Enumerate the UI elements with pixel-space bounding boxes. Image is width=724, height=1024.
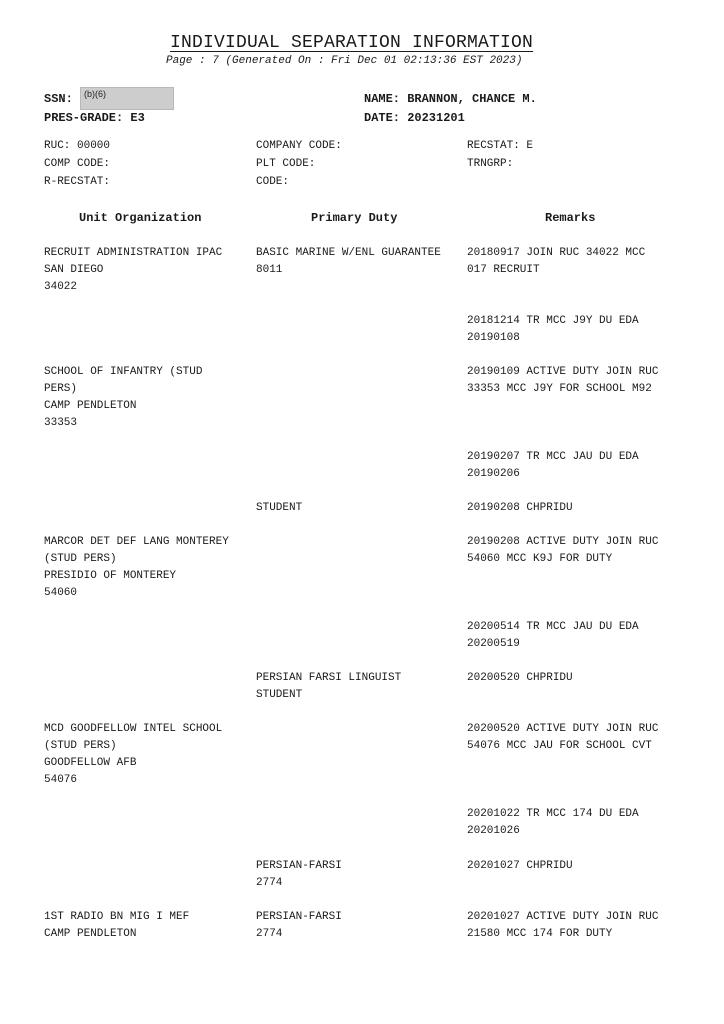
remarks-cell: 20180917 JOIN RUC 34022 MCC 017 RECRUIT <box>467 247 646 276</box>
comp-code-field: COMP CODE: <box>44 158 111 170</box>
document-title: INDIVIDUAL SEPARATION INFORMATION <box>170 33 534 53</box>
duty-cell: PERSIAN-FARSI 2774 <box>256 860 342 889</box>
ssn-label: SSN: <box>44 92 73 106</box>
unit-cell: SCHOOL OF INFANTRY (STUD PERS) CAMP PENDLETON 33353 <box>44 366 203 429</box>
duty-cell: BASIC MARINE W/ENL GUARANTEE 8011 <box>256 247 441 276</box>
remarks-cell: 20201027 CHPRIDU <box>467 860 573 872</box>
remarks-cell: 20201027 ACTIVE DUTY JOIN RUC 21580 MCC 174 FOR DUTY <box>467 911 659 940</box>
duty-cell: PERSIAN-FARSI 2774 <box>256 911 342 940</box>
code-field: CODE: <box>256 176 290 188</box>
remarks-cell: 20200520 CHPRIDU <box>467 672 573 684</box>
remarks-cell: 20200520 ACTIVE DUTY JOIN RUC 54076 MCC JAU FOR SCHOOL CVT <box>467 723 659 752</box>
duty-cell: STUDENT <box>256 502 303 514</box>
company-code-field: COMPANY CODE: <box>256 140 342 152</box>
date-field: DATE: 20231201 <box>364 111 465 125</box>
remarks-cell: 20190208 CHPRIDU <box>467 502 573 514</box>
name-field: NAME: BRANNON, CHANCE M. <box>364 92 537 106</box>
document-subtitle: Page : 7 (Generated On : Fri Dec 01 02:13:36 EST 2023) <box>166 55 523 67</box>
column-header-duty: Primary Duty <box>311 211 398 225</box>
column-header-unit: Unit Organization <box>79 211 202 225</box>
ssn-redaction: (b)(6) <box>80 87 174 110</box>
recstat-field: RECSTAT: E <box>467 140 534 152</box>
pres-grade-field: PRES-GRADE: E3 <box>44 111 145 125</box>
unit-cell: 1ST RADIO BN MIG I MEF CAMP PENDLETON <box>44 911 190 940</box>
remarks-cell: 20190109 ACTIVE DUTY JOIN RUC 33353 MCC J9Y FOR SCHOOL M92 <box>467 366 659 395</box>
column-header-remarks: Remarks <box>545 211 596 225</box>
r-recstat-field: R-RECSTAT: <box>44 176 111 188</box>
plt-code-field: PLT CODE: <box>256 158 316 170</box>
remarks-cell: 20200514 TR MCC JAU DU EDA 20200519 <box>467 621 639 650</box>
ruc-field: RUC: 00000 <box>44 140 111 152</box>
remarks-cell: 20190208 ACTIVE DUTY JOIN RUC 54060 MCC K9J FOR DUTY <box>467 536 659 565</box>
remarks-cell: 20181214 TR MCC J9Y DU EDA 20190108 <box>467 315 639 344</box>
remarks-cell: 20201022 TR MCC 174 DU EDA 20201026 <box>467 808 639 837</box>
remarks-cell: 20190207 TR MCC JAU DU EDA 20190206 <box>467 451 639 480</box>
unit-cell: RECRUIT ADMINISTRATION IPAC SAN DIEGO 34022 <box>44 247 223 293</box>
unit-cell: MCD GOODFELLOW INTEL SCHOOL (STUD PERS) GOODFELLOW AFB 54076 <box>44 723 223 786</box>
trngrp-field: TRNGRP: <box>467 158 514 170</box>
duty-cell: PERSIAN FARSI LINGUIST STUDENT <box>256 672 402 701</box>
unit-cell: MARCOR DET DEF LANG MONTEREY (STUD PERS) PRESIDIO OF MONTEREY 54060 <box>44 536 229 599</box>
